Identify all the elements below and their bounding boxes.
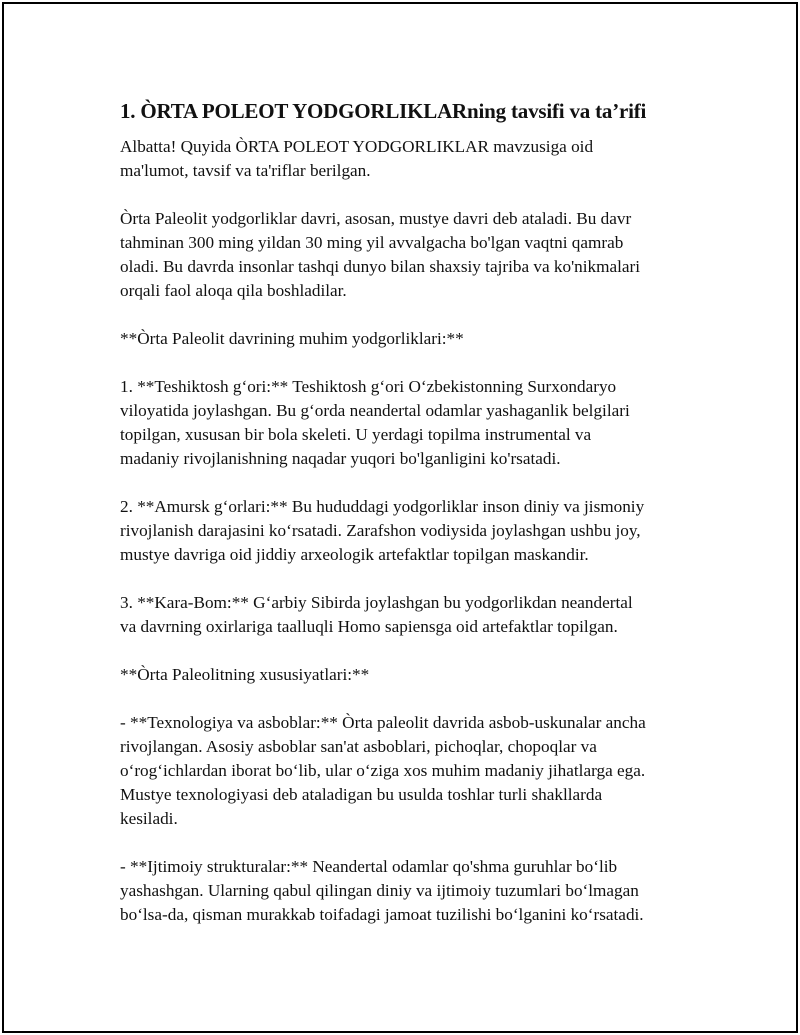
text-line: oladi. Bu davrda insonlar tashqi dunyo bilan shaxsiy tajriba va ko'nikmalari xyxy=(120,257,641,276)
bullet-technology xyxy=(120,711,720,831)
text-line: rivojlangan. Asosiy asboblar san'at asboblari, pichoqlar, chopoqlar va xyxy=(120,737,597,756)
text-line: Albatta! Quyida ÒRTA POLEOT YODGORLIKLAR mavzusiga oid xyxy=(120,137,594,156)
section-heading-monuments xyxy=(120,327,720,351)
text-line: tahminan 300 ming yildan 30 ming yil avvalgacha bo'lgan vaqtni qamrab xyxy=(120,233,624,252)
text-line: topilgan, xususan bir bola skeleti. U yerdagi topilma instrumental va xyxy=(120,425,592,444)
text-line: bo‘lsa-da, qisman murakkab toifadagi jamoat tuzilishi bo‘lganini ko‘rsatadi. xyxy=(120,905,644,924)
text-line: rivojlanish darajasini ko‘rsatadi. Zarafshon vodiysida joylashgan ushbu joy, xyxy=(120,521,641,540)
section-heading-features xyxy=(120,663,720,687)
text-line: orqali faol aloqa qila boshladilar. xyxy=(120,281,347,300)
text-line: **Òrta Paleolitning xususiyatlari:** xyxy=(120,665,370,684)
text-line: madaniy rivojlanishning naqadar yuqori bo'lganligini ko'rsatadi. xyxy=(120,449,561,468)
text-line: ma'lumot, tavsif va ta'riflar berilgan. xyxy=(120,161,371,180)
text-line: 2. **Amursk g‘orlari:** Bu hududdagi yodgorliklar inson diniy va jismoniy xyxy=(120,497,645,516)
text-line: kesiladi. xyxy=(120,809,178,828)
text-line: mustye davriga oid jiddiy arxeologik artefaktlar topilgan maskandir. xyxy=(120,545,589,564)
text-line: Mustye texnologiyasi deb ataladigan bu usulda toshlar turli shakllarda xyxy=(120,785,603,804)
text-line: 3. **Kara-Bom:** G‘arbiy Sibirda joylashgan bu yodgorlikdan neandertal xyxy=(120,593,633,612)
text-line: - **Texnologiya va asboblar:** Òrta paleolit davrida asbob-uskunalar ancha xyxy=(120,713,646,732)
text-line: - **Ijtimoiy strukturalar:** Neandertal odamlar qo'shma guruhlar bo‘lib xyxy=(120,857,618,876)
list-item-kara-bom xyxy=(120,591,720,639)
text-line: 1. **Teshiktosh g‘ori:** Teshiktosh g‘ori O‘zbekistonning Surxondaryo xyxy=(120,377,617,396)
text-line: **Òrta Paleolit davrining muhim yodgorliklari:** xyxy=(120,329,464,348)
text-line: Òrta Paleolit yodgorliklar davri, asosan, mustye davri deb ataladi. Bu davr xyxy=(120,209,632,228)
bullet-social-structures xyxy=(120,855,720,927)
document-body xyxy=(120,96,720,951)
list-item-teshiktosh xyxy=(120,375,720,471)
text-line: o‘rog‘ichlardan iborat bo‘lib, ular o‘ziga xos muhim madaniy jihatlarga ega. xyxy=(120,761,646,780)
text-line: yashashgan. Ularning qabul qilingan diniy va ijtimoiy tuzumlari bo‘lmagan xyxy=(120,881,639,900)
document-title: 1. ÒRTA POLEOT YODGORLIKLARning tavsifi va ta’rifi xyxy=(120,99,647,123)
text-line: viloyatida joylashgan. Bu g‘orda neandertal odamlar yashaganlik belgilari xyxy=(120,401,630,420)
text-line: va davrning oxirlariga taalluqli Homo sapiensga oid artefaktlar topilgan. xyxy=(120,617,618,636)
page-frame xyxy=(2,2,798,1033)
list-item-amursk xyxy=(120,495,720,567)
paragraph-intro xyxy=(120,135,720,183)
paragraph-overview xyxy=(120,207,720,303)
